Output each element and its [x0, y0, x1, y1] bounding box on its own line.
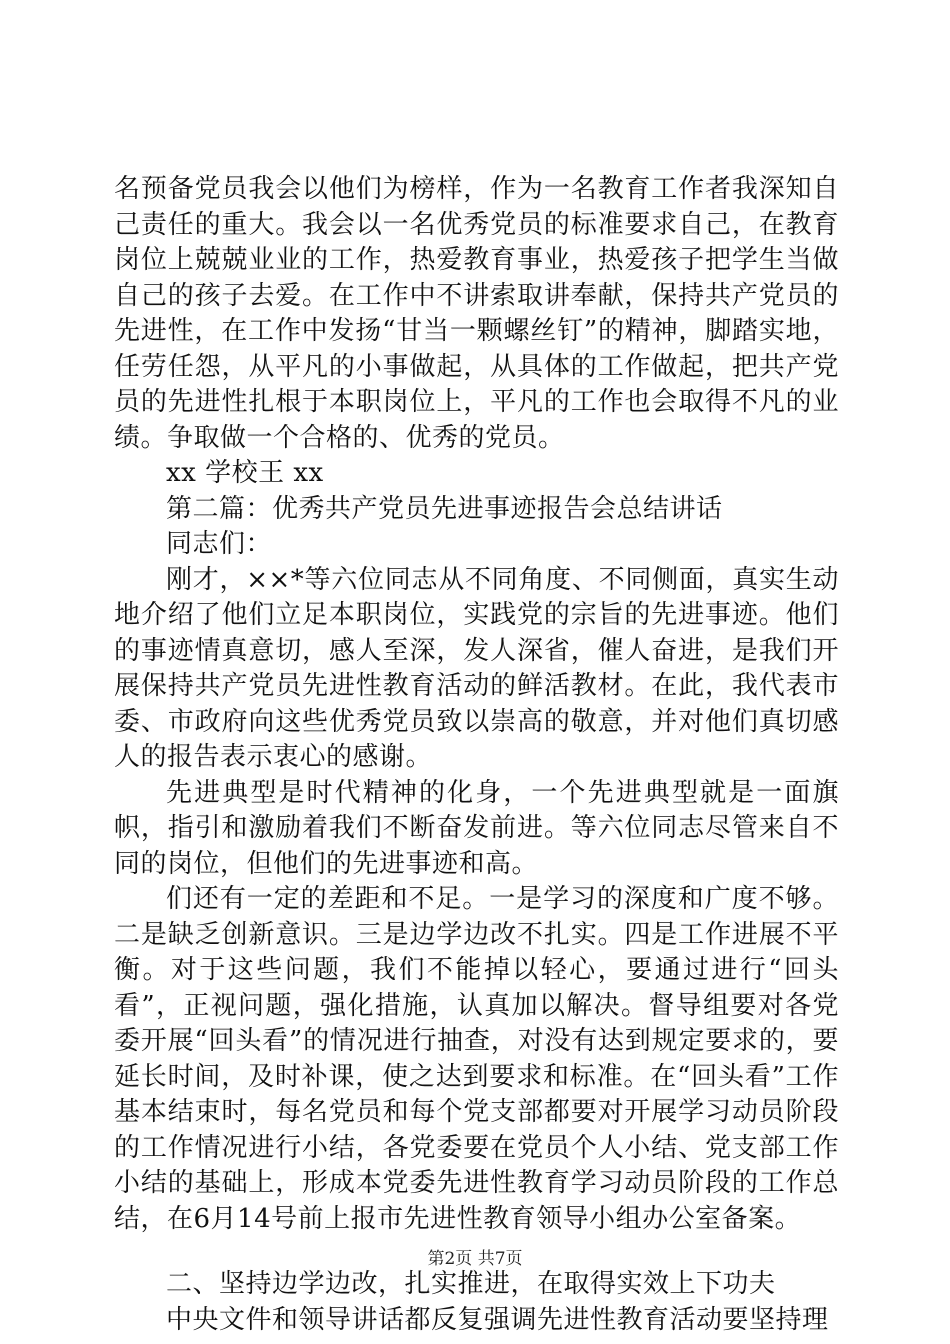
document-body	[114, 172, 839, 1338]
section-heading-2: 第二篇：优秀共产党员先进事迹报告会总结讲话	[166, 493, 723, 524]
paragraph-3: 先进典型是时代精神的化身，一个先进典型就是一面旗帜，指引和激励着我们不断奋发前进。等六位同志尽管来自不同的岗位，但他们的先进事迹和高。	[114, 777, 839, 879]
signature-line: xx 学校王 xx	[166, 458, 324, 488]
paragraph-4: 们还有一定的差距和不足。一是学习的深度和广度不够。二是缺乏创新意识。三是边学边改不扎实。四是工作进展不平衡。对于这些问题，我们不能掉以轻心，要通过进行“回头看”，正视问题，强化措施，认真加以解决。督导组要对各党委开展“回头看”的情况进行抽查，对没有达到规定要求的，要延长时间，及时补课，使之达到要求和标准。在“回头看”工作基本结束时，每名党员和每个党支部都要对开展学习动员阶段的工作情况进行小结，各党委要在党员个人小结、党支部工作小结的基础上，形成本党委先进性教育学习动员阶段的工作总结，在6月14号前上报市先进性教育领导小组办公室备案。	[114, 884, 839, 1234]
page-number: 第2页 共7页	[427, 1249, 523, 1269]
paragraph-2: 刚才，××*等六位同志从不同角度、不同侧面，真实生动地介绍了他们立足本职岗位，实践党的宗旨的先进事迹。他们的事迹情真意切，感人至深，发人深省，催人奋进，是我们开展保持共产党员先进性教育活动的鲜活教材。在此，我代表市委、市政府向这些优秀党员致以崇高的敬意，并对他们真切感人的报告表示衷心的感谢。	[114, 564, 839, 772]
subsection-heading: 二、坚持边学边改，扎实推进，在取得实效上下功夫	[166, 1269, 776, 1299]
paragraph-5: 中央文件和领导讲话都反复强调先进性教育活动要坚持理	[166, 1304, 829, 1335]
salutation: 同志们：	[166, 529, 273, 559]
paragraph-1: 名预备党员我会以他们为榜样，作为一名教育工作者我深知自己责任的重大。我会以一名优秀党员的标准要求自己，在教育岗位上兢兢业业的工作，热爱教育事业，热爱孩子把学生当做自己的孩子去爱。在工作中不讲索取讲奉献，保持共产党员的先进性，在工作中发扬“甘当一颗螺丝钉”的精神，脚踏实地，任劳任怨，从平凡的小事做起，从具体的工作做起，把共产党员的先进性扎根于本职岗位上，平凡的工作也会取得不凡的业绩。争取做一个合格的、优秀的党员。	[114, 174, 839, 453]
